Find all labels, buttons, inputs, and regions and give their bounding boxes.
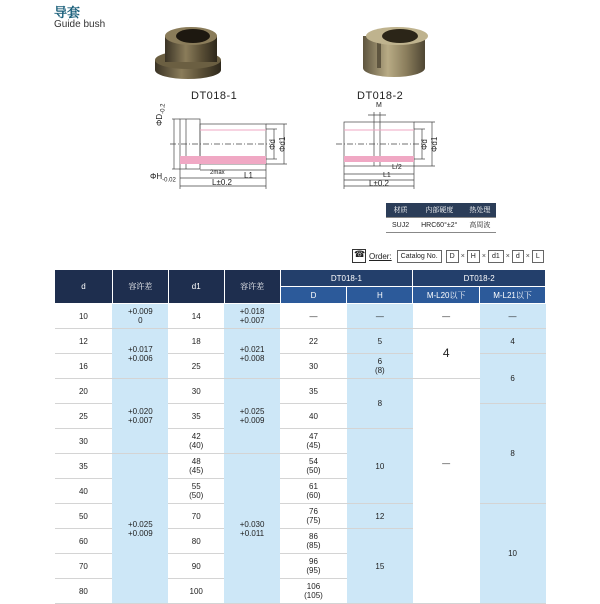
cell-d: 12 <box>55 329 113 354</box>
order-sep: × <box>460 252 465 260</box>
order-sep: × <box>481 252 486 260</box>
cell-tol2: +0.021 +0.008 <box>224 329 280 379</box>
order-D: D <box>446 250 459 263</box>
col-header-L21: M-L21以下 <box>480 287 546 304</box>
table-row <box>55 329 546 354</box>
cell-tol1: +0.017 +0.006 <box>112 329 168 379</box>
material-spec-table <box>386 203 496 233</box>
model-label-1: DT018-1 <box>191 90 238 102</box>
cell-tol1: +0.009 0 <box>112 304 168 329</box>
cell-d1: 25 <box>168 354 224 379</box>
page-subtitle: Guide bush <box>54 19 106 30</box>
dim-L1-2: L1 <box>383 172 391 179</box>
dim-H-1: $\Phi H_{-0.02}$ <box>150 172 176 184</box>
cell-H: 10 <box>347 429 413 504</box>
cell-d: 25 <box>55 404 113 429</box>
phone-icon <box>352 249 366 263</box>
col-header-L20: M-L20以下 <box>413 287 480 304</box>
order-format <box>352 248 546 264</box>
dim-L1-1: L1 <box>244 171 253 180</box>
spec-hardness: HRC60°±2° <box>415 218 463 233</box>
cell-d1: 18 <box>168 329 224 354</box>
cell-d1: 55 (50) <box>168 479 224 504</box>
table-header-row <box>55 270 546 287</box>
spec-heat-treatment: 高周波 <box>463 218 496 233</box>
model-label-2: DT018-2 <box>357 90 404 102</box>
cell-tol1: +0.025 +0.009 <box>112 454 168 604</box>
cell-L21: 6 <box>480 354 546 404</box>
cell-d1: 30 <box>168 379 224 404</box>
cell-d: 30 <box>55 429 113 454</box>
cell-d: 60 <box>55 529 113 554</box>
cell-tol1: +0.020 +0.007 <box>112 379 168 454</box>
cell-d1: 100 <box>168 579 224 604</box>
cell-tol2: +0.018 +0.007 <box>224 304 280 329</box>
col-group-dt018-2: DT018-2 <box>413 270 546 287</box>
cell-D: 54 (50) <box>280 454 347 479</box>
cell-D: 61 (60) <box>280 479 347 504</box>
cell-L21: 8 <box>480 404 546 504</box>
order-catalog-no: Catalog No. <box>397 250 442 263</box>
cell-d1: 14 <box>168 304 224 329</box>
cell-H: — <box>347 304 413 329</box>
col-header-D: D <box>280 287 347 304</box>
spec-header-hardness: 内部硬度 <box>415 203 463 218</box>
col-header-d1: d1 <box>168 270 224 304</box>
cell-D: 76 (75) <box>280 504 347 529</box>
cell-H: 6 (8) <box>347 354 413 379</box>
cell-tol2: +0.025 +0.009 <box>224 379 280 454</box>
dim-d-2: Φd <box>420 139 429 150</box>
cell-d1: 90 <box>168 554 224 579</box>
cell-L21: 10 <box>480 504 546 604</box>
cell-d1: 35 <box>168 404 224 429</box>
cell-H: 5 <box>347 329 413 354</box>
dim-L2-2: L/2 <box>392 164 402 171</box>
cell-D: 35 <box>280 379 347 404</box>
spec-material: SUJ2 <box>386 218 415 233</box>
cell-H: 15 <box>347 529 413 604</box>
guide-bush-photo-2 <box>357 24 437 82</box>
cell-D: 86 (85) <box>280 529 347 554</box>
cell-D: 40 <box>280 404 347 429</box>
cell-L21: 4 <box>480 329 546 354</box>
cell-d: 40 <box>55 479 113 504</box>
order-sep: × <box>505 252 510 260</box>
table-row <box>55 379 546 404</box>
cell-d1: 70 <box>168 504 224 529</box>
col-header-H: H <box>347 287 413 304</box>
cell-d: 70 <box>55 554 113 579</box>
dim-d1-1: Φd1 <box>278 136 287 152</box>
cell-d: 80 <box>55 579 113 604</box>
cell-D: 96 (95) <box>280 554 347 579</box>
cell-D: — <box>280 304 347 329</box>
cell-d: 10 <box>55 304 113 329</box>
order-H: H <box>467 250 480 263</box>
guide-bush-photo-1 <box>150 24 230 82</box>
dimension-table <box>54 269 546 604</box>
col-group-dt018-1: DT018-1 <box>280 270 413 287</box>
col-header-d: d <box>55 270 113 304</box>
order-d: d <box>512 250 524 263</box>
dim-D-1: $\Phi D_{-0.2}$ <box>155 103 167 126</box>
cell-D: 106 (105) <box>280 579 347 604</box>
page-title: 导套 <box>54 5 81 20</box>
cell-D: 22 <box>280 329 347 354</box>
cell-L20: 4 <box>413 329 480 379</box>
table-row <box>55 304 546 329</box>
cell-L21: — <box>480 304 546 329</box>
cell-H: 12 <box>347 504 413 529</box>
spec-header-material: 材质 <box>386 203 415 218</box>
order-L: L <box>532 250 544 263</box>
order-sep: × <box>525 252 530 260</box>
dim-2max-1: 2max <box>210 170 225 176</box>
cell-d: 20 <box>55 379 113 404</box>
dim-M-2: M <box>376 102 382 109</box>
cell-H: 8 <box>347 379 413 429</box>
order-label: Order: <box>369 251 392 261</box>
cell-d: 50 <box>55 504 113 529</box>
cell-d: 16 <box>55 354 113 379</box>
dim-d-1: Φd <box>268 139 277 150</box>
cell-L20: — <box>413 379 480 604</box>
cell-D: 30 <box>280 354 347 379</box>
cell-d1: 48 (45) <box>168 454 224 479</box>
col-header-tol1: 容许差 <box>112 270 168 304</box>
order-d1: d1 <box>488 250 504 263</box>
col-header-tol2: 容许差 <box>224 270 280 304</box>
cell-d1: 80 <box>168 529 224 554</box>
dim-d1-2: Φd1 <box>430 136 439 152</box>
cell-L20: — <box>413 304 480 329</box>
dim-L-1: L±0.2 <box>212 178 232 187</box>
cell-d: 35 <box>55 454 113 479</box>
cell-D: 47 (45) <box>280 429 347 454</box>
dim-L-2: L±0.2 <box>369 179 389 188</box>
spec-header-heat-treatment: 热处理 <box>463 203 496 218</box>
cell-d1: 42 (40) <box>168 429 224 454</box>
cell-tol2: +0.030 +0.011 <box>224 454 280 604</box>
